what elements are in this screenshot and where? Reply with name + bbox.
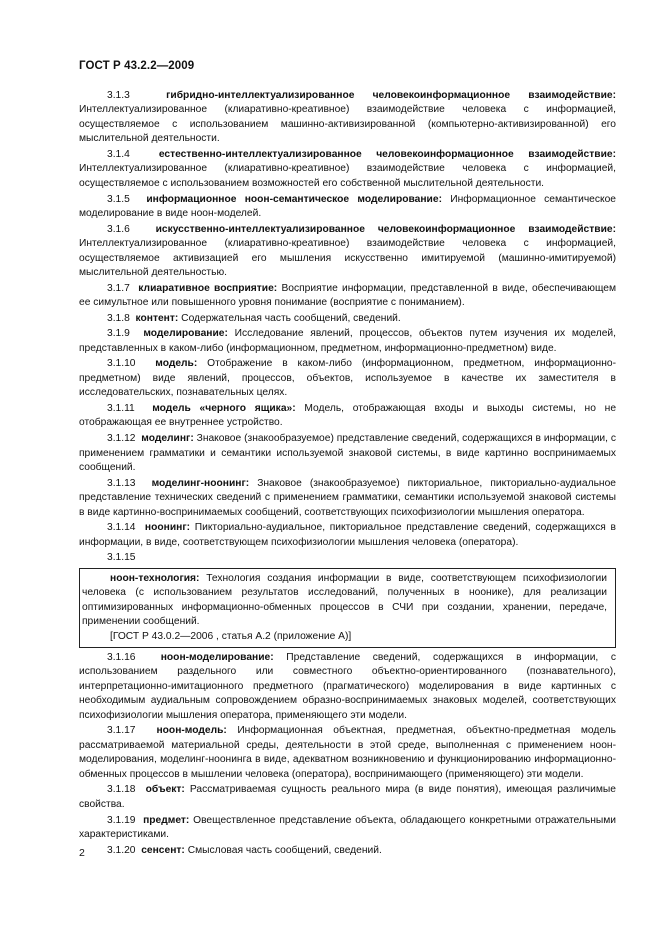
definition-term: клиаративное восприятие: [138, 282, 278, 294]
page-number: 2 [79, 847, 85, 859]
definition-term: модель «черного ящика»: [152, 403, 296, 415]
definition-number-3-1-15: 3.1.15 [107, 552, 136, 564]
definition-item [79, 327, 616, 356]
document-header: ГОСТ Р 43.2.2—2009 [79, 60, 195, 72]
definition-item [79, 89, 616, 147]
definition-number: 3.1.13 [107, 477, 136, 489]
definition-number: 3.1.10 [107, 358, 136, 370]
definition-number: 3.1.4 [107, 149, 130, 160]
definition-item [79, 312, 616, 326]
definition-number: 3.1.16 [107, 652, 136, 664]
definition-term: объект: [145, 784, 185, 796]
definition-item [79, 521, 616, 550]
definition-text: Пиктoриально-аудиальное, пиктoриальное представление сведений, содержащихся в информации, в виде, соответствующем психофизиологии мышления человека (оператора). [79, 522, 616, 548]
definition-number: 3.1.3 [107, 90, 130, 101]
definition-text: Смысловая часть сообщений, сведений. [187, 844, 382, 856]
definition-text: Содержательная часть сообщений, сведений. [181, 312, 401, 324]
definition-item [79, 148, 616, 191]
definition-term: моделирование: [143, 328, 228, 340]
definition-term: предмет: [143, 814, 190, 826]
definition-item [79, 282, 616, 311]
definition-item [79, 783, 616, 812]
definition-text: Технология создания информации в виде, соответствующем психофизиологии человека (с использованием результатов исследований, полученных в ноонике), для реализации оптимизированных информационно-обменных процессов в СЧИ при создании, хранении, передаче, применении сообщений. [82, 572, 607, 628]
definition-item [79, 357, 616, 400]
definition-number: 3.1.17 [107, 725, 136, 737]
definition-text: Овеществленное представление объекта, обладающего конкретными отражательными характеристиками. [79, 814, 617, 841]
definition-text: Интеллектуализированное (клиаративно-креативное) взаимодействие человека с информацией, осуществляемое активизацией его мышления искусственно имитируемой (машинно-имитируемой) мыслительной деятельностью. [79, 238, 616, 278]
definition-item [79, 193, 616, 222]
definition-number: 3.1.19 [107, 814, 136, 826]
definition-text: Интеллектуализированное (клиаративно-креативное) взаимодействие человека с информацией, осуществляемое с использованием возможностей его собственной мыслительной деятельности. [79, 163, 616, 189]
definition-term: гибридно-интеллектуализированное человекоинформационное взаимодействие: [166, 90, 616, 101]
definition-number: 3.1.11 [107, 403, 135, 415]
source-reference: [ГОСТ Р 43.0.2—2006 , статья А.2 (приложение А)] [110, 630, 352, 642]
definition-term: моделинг: [141, 433, 194, 445]
definition-term: модель: [155, 358, 198, 370]
definition-item [79, 844, 616, 858]
definition-text: Отображение в каком-либо (информационном, предметном, информационно-предметном) виде явлений, процессов, объектов, используемое в качестве их заместителя в исследовательских, познавательных целях. [79, 358, 616, 399]
definition-term: контент: [135, 312, 179, 324]
definition-text: Информационная объектная, предметная, объектно-предметная модель рассматриваемой материальной среды, деятельности в этой среде, выполненная с применением ноон-моделирования, моделинг-ноонинга в виде, адекватном возникновению и функционированию информационно-обменных процессов в мышлении человека (оператора), воспринимающего (применяющего) эти модели. [79, 725, 617, 780]
boxed-definition-text [82, 572, 607, 630]
definition-text: Информационное семантическое моделирование в виде ноон-моделей. [79, 193, 616, 219]
document-body [79, 89, 616, 859]
definition-item [79, 432, 616, 475]
definition-number: 3.1.14 [107, 522, 136, 534]
definition-term: ноон-технология: [110, 572, 200, 584]
definition-number: 3.1.8 [107, 312, 130, 324]
definition-number: 3.1.18 [107, 784, 136, 796]
definition-item [79, 223, 616, 281]
definition-number: 3.1.9 [107, 328, 130, 340]
definition-term: ноон-модель: [156, 725, 227, 737]
definition-number: 3.1.5 [107, 193, 130, 205]
definitions-list [79, 89, 616, 550]
definition-text: Восприятие информации, представленной в виде, обеспечивающем ее симультное или повышенного уровня понимание (восприятие с пониманием). [79, 282, 617, 309]
definition-number: 3.1.20 [107, 844, 136, 856]
definition-term: естественно-интеллектуализированное человекоинформационное взаимодействие: [158, 149, 616, 160]
definition-term: сенсент: [141, 844, 185, 856]
definition-text: Представление сведений, содержащихся в информации, с использованием раздельного или совместного объектно-ориентированного (познавательного), интерпретационно-имитационного предметного (прагматического) моделирования в виде картинных с необходимым аудиальным сопровождением образно-воспринимаемых знаковых моделей, соответствующих психофизиологии мышления оператора, применяющего эти модели. [79, 652, 616, 721]
definition-term: информационное ноон-семантическое моделирование: [146, 193, 442, 205]
definition-item [79, 651, 616, 723]
definition-text: Знаковое (знакообразуемое) пиктoриальное, пиктoриально-аудиальное представление технических сведений с применением грамматики, семантики используемой знаковой системы в виде картинно-воспринимаемых сообщений, соответствующих психофизиологии мышления оператора. [79, 477, 616, 518]
definition-text: Знаковое (знакообразуемое) представление сведений, содержащихся в информации, с применением грамматики и семантики используемой знаковой системы, в виде картинно воспринимаемых сообщений. [79, 433, 616, 474]
definition-item [79, 724, 616, 782]
definition-term: моделинг-ноонинг: [151, 477, 250, 489]
definition-text: Исследование явлений, процессов, объектов путем изучения их моделей, представленных в каком-либо (информационном, предметном, информационно-предметном) виде. [79, 328, 616, 354]
definition-text: Модель, отображающая входы и выходы системы, но не отображающая ее внутреннее устройство. [79, 403, 617, 429]
definition-term: искусственно-интеллектуализированное человекоинформационное взаимодействие: [155, 223, 616, 235]
definition-number: 3.1.6 [107, 223, 130, 235]
definition-item [79, 477, 616, 520]
definition-item [79, 814, 616, 843]
definition-term: ноон-моделирование: [160, 652, 274, 664]
definition-text: Интеллектуализированное (клиаративно-креативное) взаимодействие человека с информацией, осуществляемое с использованием машинно-активизированной (компьютерно-активизированной) его мыслительной деятельности. [79, 104, 616, 145]
definition-number: 3.1.12 [107, 433, 136, 445]
definition-number: 3.1.7 [107, 282, 130, 294]
definition-item [79, 402, 616, 431]
definition-term: ноонинг: [144, 522, 191, 534]
definitions-list-continued [79, 651, 616, 858]
boxed-definition [79, 568, 616, 648]
definition-text: Рассматриваемая сущность реального мира (в виде понятия), имеющая различимые свойства. [79, 784, 616, 810]
